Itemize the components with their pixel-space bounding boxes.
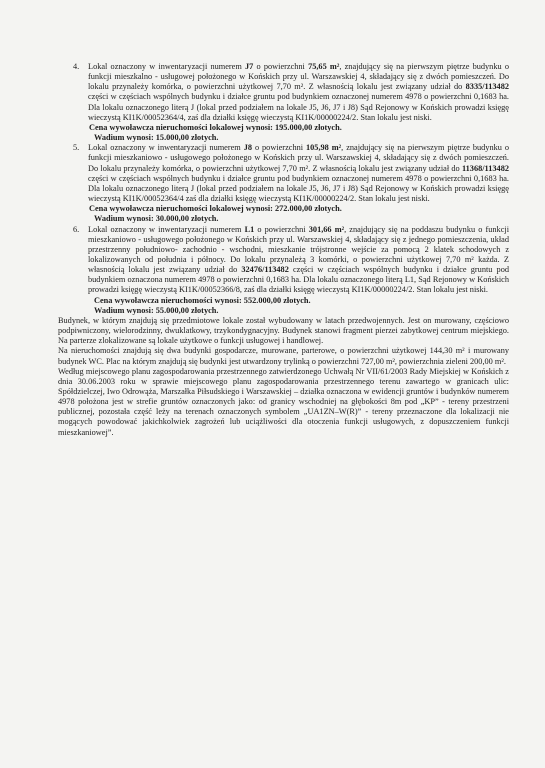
price-line: Cena wywoławcza nieruchomości wynosi: 552.000,00 złotych.	[94, 295, 311, 305]
wadium-line: Wadium wynosi: 30.000,00 złotych.	[94, 214, 219, 224]
list-item	[73, 143, 509, 224]
wadium-line: Wadium wynosi: 55.000,00 złotych.	[94, 305, 219, 315]
paragraph-outbuildings: Na nieruchomości znajdują się dwa budynki gospodarcze, murowane, parterowe, o powierzchni użytkowej 144,30 m² i murowany budynek WC. Plac na którym znajdują się budynki jest utwardzony trylinką o powierzchni 727,00 m², powierzchnia zieleni 200,00 m².	[58, 346, 509, 366]
price-line: Cena wywoławcza nieruchomości lokalowej wynosi: 195.000,00 złotych.	[89, 122, 342, 132]
item-number: 5.	[73, 143, 80, 153]
item-text: Lokal oznaczony w inwentaryzacji numerem L1 o powierzchni 301,66 m², znajdujący się na poddaszu budynku o funkcji mieszkaniowo - usługowego położonego w Końskich przy ul. Warszawskiej 4, składający się z jednego pomieszczenia, układ przestrzenny południowo- zachodnio - wschodni, mieszkanie trójstronne wejście za pomocą 2 klatek schodowych z lokalizowanych od południa i północy. Do lokalu przynależą 3 komórki, o powierzchni użytkowej 7,70 m² każda. Z własnością lokalu jest związany udział do 32476/113482 części w częściach wspólnych budynku i działce gruntu pod budynkiem oznaczona numerem 4978 o powierzchni 0,1683 ha. Dla lokalu oznaczonego literą L1, Sąd Rejonowy w Końskich prowadzi księgę wieczystą KI1K/00052366/8, zaś dla działki księgę wieczystą KI1K/00000224/2. Stan lokalu jest niski.	[88, 224, 509, 295]
item-text: Lokal oznaczony w inwentaryzacji numerem J8 o powierzchni 105,98 m², znajdujący się na pierwszym piętrze budynku o funkcji mieszkaniowo - usługowego położonego w Końskich przy ul. Warszawskiej 4, składający się z dwóch pomieszczeń. Do lokalu przynależy komórka, o powierzchni użytkowej 7,70 m². Z własnością lokalu jest związany udział do 11368/113482 części w częściach wspólnych budynku i działce gruntu pod budynkiem oznaczonej numerem 4978 o powierzchni 0,1683 ha. Dla lokalu oznaczonego literą J (lokal przed podziałem na lokale J5, J6, J7 i J8) Sąd Rejonowy w Końskich prowadzi księgę wieczystą KI1K/00052364/4 zaś dla działki księgę wieczystą KI1K/00000224/2. Stan lokalu jest niski.	[88, 143, 509, 204]
wadium-line: Wadium wynosi: 15.000,00 złotych.	[94, 133, 219, 143]
list-item	[73, 62, 509, 143]
paragraph-building: Budynek, w którym znajdują się przedmiotowe lokale został wybudowany w latach przedwojennych. Jest on murowany, częściowo podpiwniczony, wielorodzinny, dwuklatkowy, trzykondygnacyjny. Budynek stanowi fragment pierzei zabytkowej centrum miejskiego. Na parterze zlokalizowane są lokale użytkowe o funkcji usługowej i handlowej.	[58, 315, 509, 346]
description-paragraphs	[58, 316, 509, 438]
list-item	[73, 224, 509, 316]
item-number: 4.	[73, 62, 80, 71]
item-text: Lokal oznaczony w inwentaryzacji numerem J7 o powierzchni 75,65 m², znajdujący się na pierwszym piętrze budynku o funkcji mieszkalno - usługowej położonego w Końskich przy ul. Warszawskiej 4, składający się z dwóch pomieszczeń. Do lokalu przynależy komórka, o powierzchni użytkowej 7,70 m². Z własnością lokalu jest związany udział do 8335/113482 części w częściach wspólnych budynku i działce gruntu pod budynkiem oznaczonej numerem 4978 o powierzchni 0,1683 ha. Dla lokalu oznaczonego literą J (lokal przed podziałem na lokale J5, J6, J7 i J8) Sąd Rejonowy w Końskich prowadzi księgę wieczystą KI1K/00052364/4, zaś dla działki księgę wieczystą KI1K/00000224/2. Stan lokalu jest niski.	[88, 62, 509, 122]
item-number: 6.	[73, 224, 80, 234]
price-line: Cena wywoławcza nieruchomości lokalowej wynosi: 272.000,00 złotych.	[89, 204, 342, 214]
paragraph-zoning-plan: Według miejscowego planu zagospodarowania przestrzennego zatwierdzonego Uchwałą Nr VII/61/2003 Rady Miejskiej w Końskich z dnia 30.06.2003 roku w sprawie miejscowego planu zagospodarowania przestrzennego terenu zawartego w granicach ulic: Spółdzielczej, Iwo Odrowąża, Marszałka Piłsudskiego i Warszawskiej – działka oznaczona w ewidencji gruntów i budynków numerem 4978 położona jest w strefie gruntów oznaczonych jako: od granicy wschodniej na głębokości 8m pod „KP” - tereny przestrzeni publicznej, pozostała część leży na terenach oznaczonych symbolem „UA1ZN–W(R)” - tereny przeznaczone dla lokalizacji nie mogących powodować jakichkolwiek zagrożeń lub uciążliwości dla otoczenia funkcji usługowych, z dopuszczeniem funkcji mieszkaniowej”.	[58, 366, 509, 437]
